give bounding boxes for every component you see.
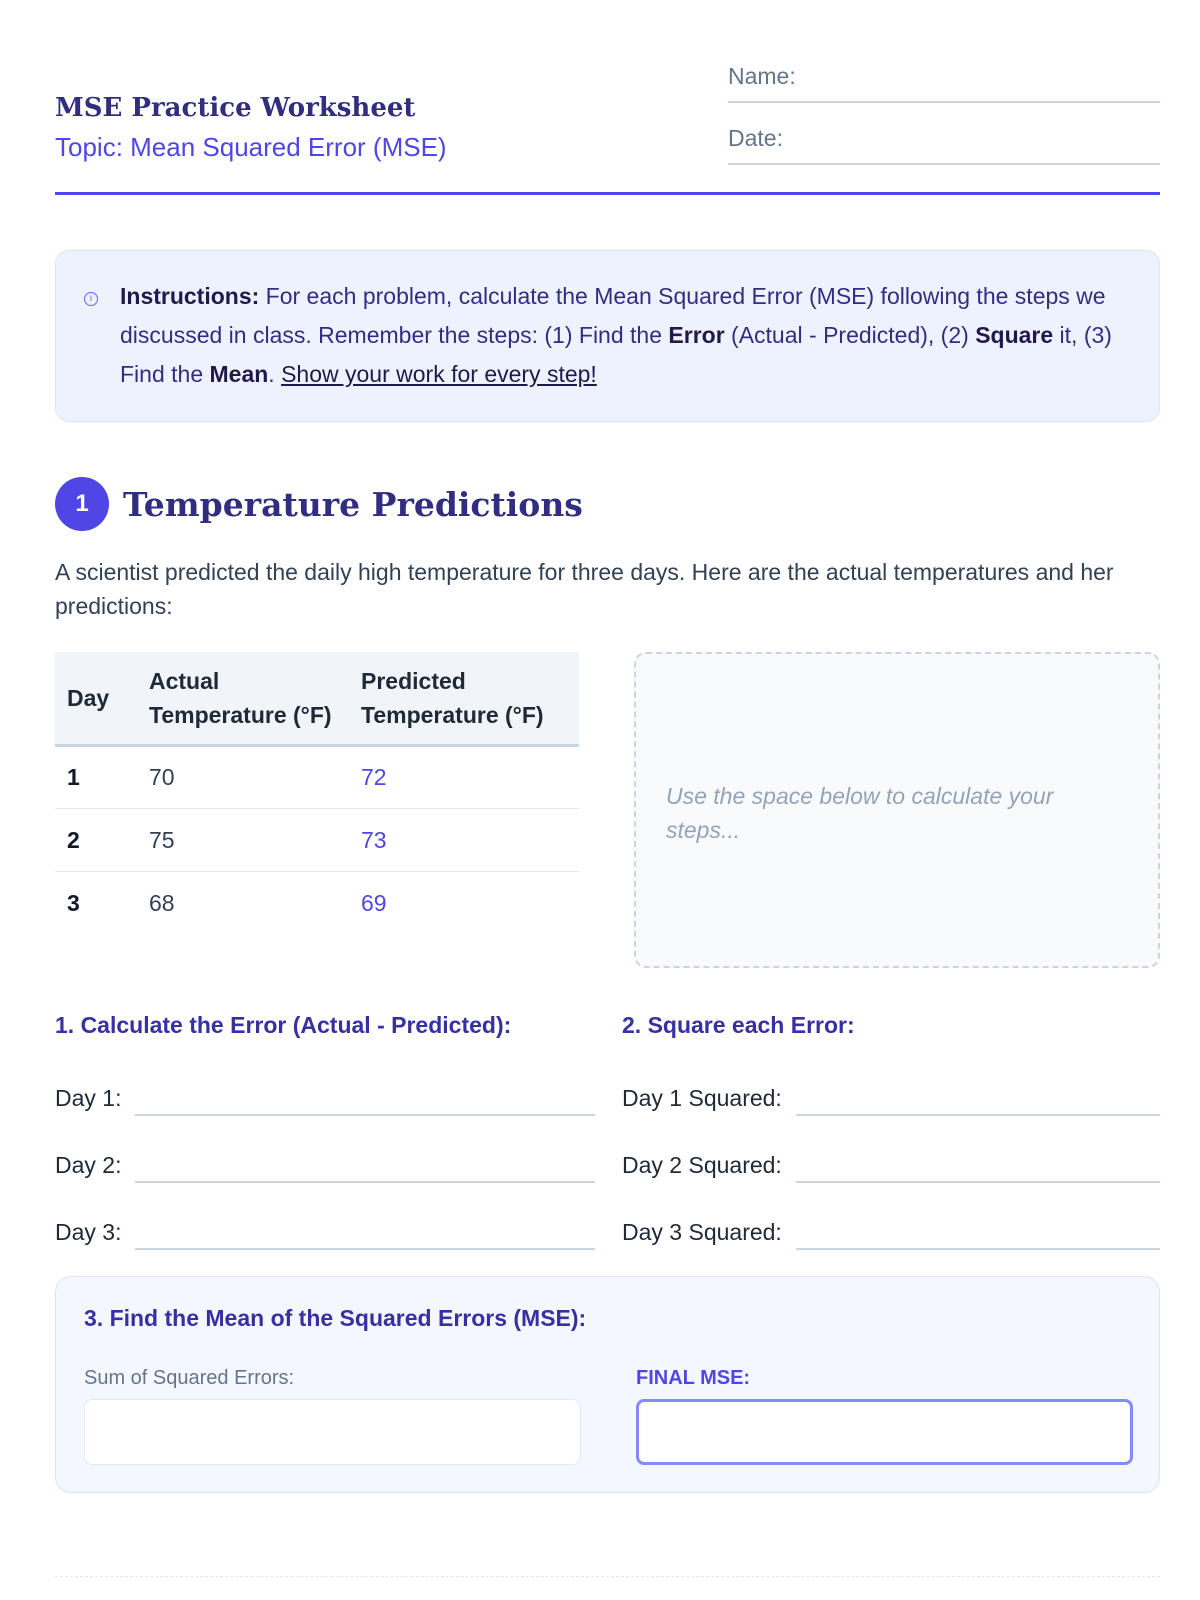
work-space-hint: Use the space below to calculate your steps... — [666, 783, 1054, 843]
row-predicted: 73 — [349, 809, 579, 872]
instructions-mean: Mean — [209, 361, 269, 387]
table-row — [55, 872, 579, 935]
step-2-title: 2. Square each Error: — [622, 1012, 855, 1038]
problem-heading — [55, 477, 583, 531]
squared-day-label: Day 1 Squared: — [622, 1085, 782, 1111]
row-day: 2 — [55, 809, 137, 872]
instructions-lead: Instructions: — [120, 283, 260, 309]
worksheet-title: MSE Practice Worksheet — [55, 93, 416, 123]
squared-answer-line[interactable] — [796, 1143, 1160, 1183]
instructions-text — [120, 277, 1119, 394]
problem-description: A scientist predicted the daily high temperature for three days. Here are the actual temperatures and her predictions: — [55, 559, 1114, 619]
instructions-square: Square — [975, 322, 1054, 348]
table-row — [55, 809, 579, 872]
date-field[interactable] — [728, 117, 1160, 165]
squared-day-label: Day 2 Squared: — [622, 1152, 782, 1178]
worksheet-header — [55, 55, 1160, 195]
instructions-show-work: Show your work for every step! — [281, 361, 597, 387]
problem-number-badge: 1 — [55, 477, 109, 531]
error-day-label: Day 1: — [55, 1085, 122, 1111]
sum-label: Sum of Squared Errors: — [84, 1367, 295, 1389]
squared-day-label: Day 3 Squared: — [622, 1219, 782, 1245]
student-fields — [728, 55, 1160, 179]
info-icon: i — [84, 292, 98, 306]
row-actual: 70 — [137, 746, 349, 809]
squared-answer-row — [622, 1076, 1160, 1116]
row-day: 3 — [67, 889, 80, 916]
final-mse-input-box[interactable] — [636, 1399, 1133, 1465]
table-header-row — [55, 652, 579, 746]
sum-input-box[interactable] — [84, 1399, 581, 1465]
error-day-label: Day 3: — [55, 1219, 122, 1245]
instructions-text-1: For each problem, calculate the Mean Squared Error (MSE) following the steps we discussed in class. Remember the steps: (1) Find the — [120, 283, 1106, 348]
temperature-table — [55, 652, 579, 935]
step-2-square — [622, 1012, 1160, 1277]
row-day: 1 — [55, 746, 137, 809]
header-predicted: Predicted Temperature (°F) — [349, 652, 579, 746]
step-3-title: 3. Find the Mean of the Squared Errors (MSE): — [84, 1305, 587, 1331]
instructions-text-4: . — [268, 361, 282, 387]
error-answer-line[interactable] — [135, 1210, 595, 1250]
problem-title: Temperature Predictions — [123, 484, 583, 524]
instructions-error: Error — [668, 322, 725, 348]
squared-answer-line[interactable] — [796, 1210, 1160, 1250]
row-actual: 75 — [137, 809, 349, 872]
squared-answer-row — [622, 1143, 1160, 1183]
name-field[interactable] — [728, 55, 1160, 103]
name-label: Name: — [728, 63, 796, 89]
instructions-text-3: it, (3) Find the — [120, 322, 1112, 387]
step-1-error — [55, 1012, 595, 1277]
error-answer-line[interactable] — [135, 1143, 595, 1183]
header-actual: Actual Temperature (°F) — [137, 652, 349, 746]
step-3-mean-box — [55, 1276, 1160, 1493]
worksheet-topic: Topic: Mean Squared Error (MSE) — [55, 132, 447, 162]
error-answer-row — [55, 1210, 595, 1250]
instructions-text-2: (Actual - Predicted), (2) — [724, 322, 976, 348]
final-mse-label: FINAL MSE: — [636, 1367, 751, 1389]
squared-answer-row — [622, 1210, 1160, 1250]
row-actual: 68 — [149, 889, 175, 916]
squared-answer-line[interactable] — [796, 1076, 1160, 1116]
work-space-box[interactable] — [634, 652, 1160, 968]
error-answer-row — [55, 1143, 595, 1183]
instructions-box — [55, 250, 1160, 422]
table-row — [55, 746, 579, 809]
error-answer-line[interactable] — [135, 1076, 595, 1116]
error-answer-row — [55, 1076, 595, 1116]
date-label: Date: — [728, 125, 783, 151]
error-day-label: Day 2: — [55, 1152, 122, 1178]
row-predicted: 72 — [349, 746, 579, 809]
step-1-title: 1. Calculate the Error (Actual - Predicted): — [55, 1012, 512, 1038]
header-day: Day — [55, 652, 137, 746]
row-predicted: 69 — [361, 889, 387, 916]
footer-divider — [55, 1576, 1160, 1577]
